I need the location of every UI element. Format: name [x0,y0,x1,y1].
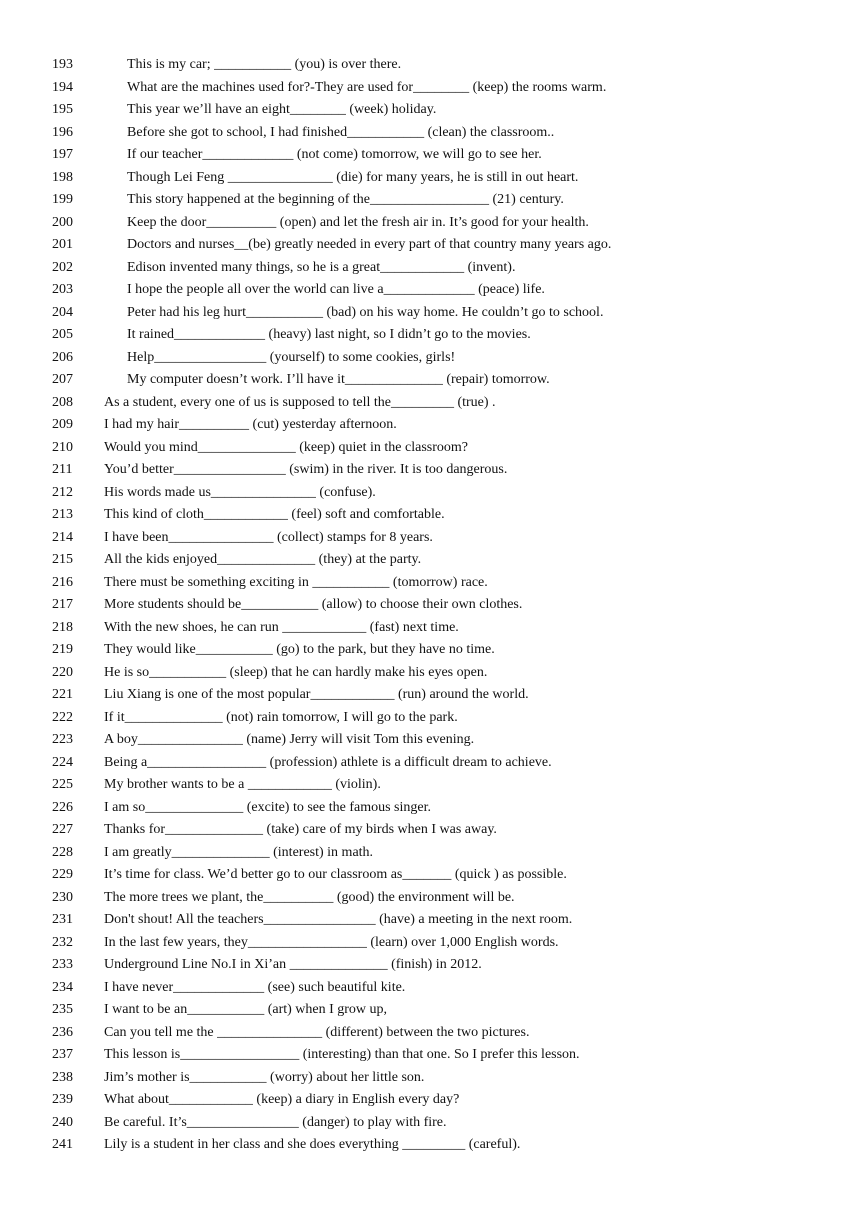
exercise-number: 234 [52,979,73,995]
exercise-sentence: What about____________ (keep) a diary in English every day? [104,1092,460,1107]
exercise-sentence: I have been_______________ (collect) stamps for 8 years. [104,529,433,545]
exercise-row [0,347,860,370]
exercise-row [0,504,860,527]
exercise-number: 207 [52,372,73,387]
exercise-sentence: This lesson is_________________ (interesting) than that one. So I prefer this lesson. [104,1047,580,1062]
exercise-row [0,212,860,235]
exercise-sentence: This year we’ll have an eight________ (week) holiday. [127,102,437,117]
exercise-number: 204 [52,304,73,320]
exercise-number: 201 [52,237,73,252]
exercise-sentence: Being a_________________ (profession) athlete is a difficult dream to achieve. [104,754,552,770]
exercise-number: 224 [52,754,73,770]
exercise-row [0,729,860,752]
exercise-row [0,1067,860,1090]
exercise-sentence: He is so___________ (sleep) that he can hardly make his eyes open. [104,664,488,680]
exercise-number: 240 [52,1114,73,1130]
exercise-sentence: This kind of cloth____________ (feel) soft and comfortable. [104,507,445,522]
exercise-number: 233 [52,957,73,972]
exercise-row [0,369,860,392]
exercise-row [0,414,860,437]
exercise-row [0,189,860,212]
exercise-number: 221 [52,687,73,702]
exercise-number: 235 [52,1002,73,1017]
exercise-row [0,752,860,775]
exercise-row [0,1134,860,1157]
exercise-number: 197 [52,147,73,162]
exercise-sentence: I am greatly______________ (interest) in math. [104,844,374,860]
exercise-sentence: Before she got to school, I had finished___________ (clean) the classroom.. [127,124,555,140]
exercise-number: 212 [52,484,73,500]
exercise-row [0,774,860,797]
exercise-number: 209 [52,417,73,432]
exercise-sentence: This story happened at the beginning of the_________________ (21) century. [127,192,564,207]
exercise-number: 222 [52,709,73,725]
exercise-sentence: I had my hair__________ (cut) yesterday afternoon. [104,417,397,432]
exercise-sentence: Thanks for______________ (take) care of my birds when I was away. [104,822,497,837]
exercise-row [0,437,860,460]
exercise-sentence: I want to be an___________ (art) when I grow up, [104,1002,388,1017]
exercise-sentence: They would like___________ (go) to the park, but they have no time. [104,642,495,657]
exercise-sentence: There must be something exciting in ___________ (tomorrow) race. [104,574,488,590]
exercise-row [0,594,860,617]
exercise-row [0,707,860,730]
exercise-sentence: The more trees we plant, the__________ (good) the environment will be. [104,889,515,905]
exercise-sentence: As a student, every one of us is supposed to tell the_________ (true) . [104,394,496,410]
exercise-row [0,122,860,145]
exercise-row [0,1089,860,1112]
exercise-number: 216 [52,574,73,590]
exercise-number: 210 [52,439,73,455]
exercise-sentence: Lily is a student in her class and she does everything _________ (careful). [104,1137,521,1152]
exercise-row [0,1044,860,1067]
exercise-number: 227 [52,822,73,837]
exercise-number: 220 [52,664,73,680]
exercise-number: 239 [52,1092,73,1107]
exercise-row [0,549,860,572]
exercise-sentence: If it______________ (not) rain tomorrow, I will go to the park. [104,709,458,725]
exercise-row [0,144,860,167]
exercise-number: 194 [52,79,73,95]
exercise-sentence: Help________________ (yourself) to some cookies, girls! [127,349,456,365]
exercise-number: 196 [52,124,73,140]
exercise-row [0,909,860,932]
exercise-number: 230 [52,889,73,905]
exercise-number: 206 [52,349,73,365]
exercise-row [0,257,860,280]
exercise-sentence: Don't shout! All the teachers________________ (have) a meeting in the next room. [104,912,573,927]
exercise-sentence: If our teacher_____________ (not come) tomorrow, we will go to see her. [127,147,542,162]
exercise-number: 202 [52,259,73,275]
exercise-number: 214 [52,529,73,545]
exercise-row [0,167,860,190]
exercise-row [0,797,860,820]
exercise-sentence: My brother wants to be a ____________ (violin). [104,777,381,792]
exercise-number: 228 [52,844,73,860]
exercise-row [0,842,860,865]
exercise-number: 236 [52,1024,73,1040]
exercise-number: 232 [52,934,73,950]
exercise-row [0,887,860,910]
exercise-number: 218 [52,619,73,635]
exercise-number: 195 [52,102,73,117]
exercise-sentence: I have never_____________ (see) such beautiful kite. [104,979,406,995]
exercise-sentence: Though Lei Feng _______________ (die) for many years, he is still in out heart. [127,169,579,185]
exercise-sentence: Liu Xiang is one of the most popular____________ (run) around the world. [104,687,529,702]
exercise-sentence: Be careful. It’s________________ (danger) to play with fire. [104,1114,447,1130]
exercise-number: 198 [52,169,73,185]
exercise-number: 237 [52,1047,73,1062]
exercise-number: 203 [52,282,73,297]
exercise-row [0,977,860,1000]
exercise-row [0,482,860,505]
exercise-sentence: With the new shoes, he can run ____________ (fast) next time. [104,619,459,635]
exercise-number: 223 [52,732,73,747]
exercise-sentence: This is my car; ___________ (you) is over there. [127,57,402,72]
exercise-row [0,324,860,347]
exercise-row [0,684,860,707]
exercise-number: 241 [52,1137,73,1152]
exercise-row [0,392,860,415]
exercise-sentence: Can you tell me the _______________ (different) between the two pictures. [104,1024,530,1040]
exercise-number: 229 [52,867,73,882]
exercise-number: 205 [52,327,73,342]
exercise-number: 199 [52,192,73,207]
exercise-sentence: Keep the door__________ (open) and let the fresh air in. It’s good for your health. [127,214,589,230]
exercise-row [0,572,860,595]
exercise-row [0,234,860,257]
exercise-sentence: A boy_______________ (name) Jerry will visit Tom this evening. [104,732,475,747]
exercise-sentence: It’s time for class. We’d better go to our classroom as_______ (quick ) as possible. [104,867,567,882]
exercise-sentence: Peter had his leg hurt___________ (bad) on his way home. He couldn’t go to school. [127,304,604,320]
exercise-sentence: What are the machines used for?-They are used for________ (keep) the rooms warm. [127,79,607,95]
exercise-row [0,662,860,685]
exercise-number: 219 [52,642,73,657]
exercise-number: 193 [52,57,73,72]
exercise-row [0,54,860,77]
exercise-number: 215 [52,552,73,567]
exercise-number: 226 [52,799,73,815]
exercise-sentence: Would you mind______________ (keep) quiet in the classroom? [104,439,468,455]
exercise-row [0,77,860,100]
exercise-row [0,302,860,325]
exercise-number: 200 [52,214,73,230]
exercise-row [0,1022,860,1045]
exercise-row [0,639,860,662]
exercise-row [0,954,860,977]
exercise-row [0,459,860,482]
exercise-sentence: Underground Line No.I in Xi’an ______________ (finish) in 2012. [104,957,482,972]
exercise-sentence: Jim’s mother is___________ (worry) about her little son. [104,1069,425,1085]
exercise-row [0,617,860,640]
exercise-row [0,999,860,1022]
exercise-number: 225 [52,777,73,792]
exercise-sentence: It rained_____________ (heavy) last night, so I didn’t go to the movies. [127,327,531,342]
exercise-list [0,54,860,1157]
exercise-row [0,1112,860,1135]
exercise-sentence: I hope the people all over the world can live a_____________ (peace) life. [127,282,545,297]
exercise-sentence: You’d better________________ (swim) in the river. It is too dangerous. [104,462,508,477]
exercise-row [0,279,860,302]
exercise-number: 208 [52,394,73,410]
exercise-sentence: His words made us_______________ (confuse). [104,484,376,500]
exercise-sentence: Edison invented many things, so he is a great____________ (invent). [127,259,516,275]
exercise-sentence: My computer doesn’t work. I’ll have it______________ (repair) tomorrow. [127,372,550,387]
exercise-sentence: I am so______________ (excite) to see the famous singer. [104,799,431,815]
exercise-row [0,864,860,887]
exercise-sentence: Doctors and nurses__(be) greatly needed in every part of that country many years ago. [127,237,612,252]
exercise-number: 238 [52,1069,73,1085]
exercise-sentence: More students should be___________ (allow) to choose their own clothes. [104,597,523,612]
exercise-number: 213 [52,507,73,522]
exercise-row [0,99,860,122]
exercise-number: 217 [52,597,73,612]
exercise-sentence: In the last few years, they_________________ (learn) over 1,000 English words. [104,934,559,950]
exercise-row [0,819,860,842]
exercise-number: 231 [52,912,73,927]
exercise-row [0,932,860,955]
exercise-number: 211 [52,462,73,477]
exercise-row [0,527,860,550]
exercise-sentence: All the kids enjoyed______________ (they) at the party. [104,552,422,567]
